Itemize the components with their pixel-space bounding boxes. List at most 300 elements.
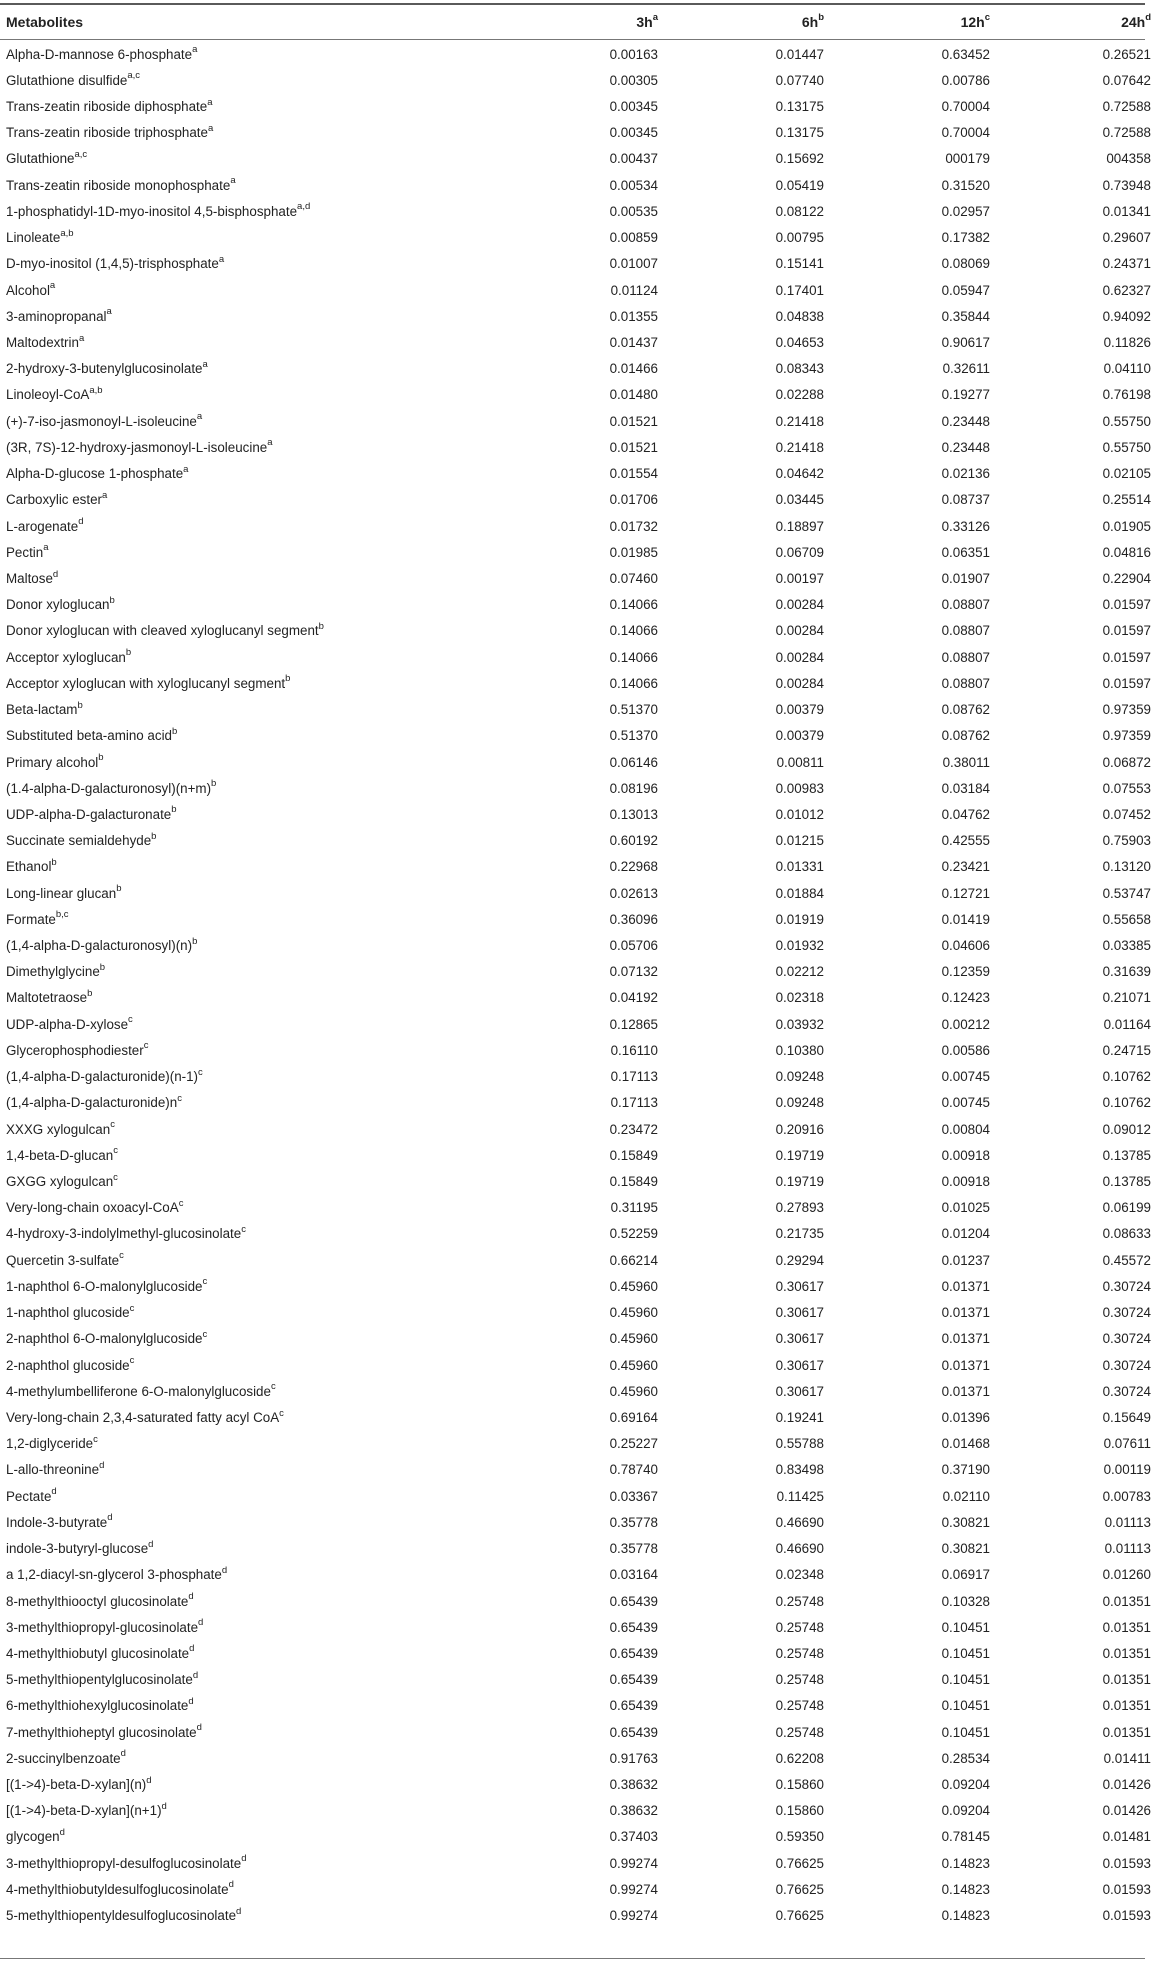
header-rule xyxy=(0,39,1145,40)
value-24h-cell: 0.24371 xyxy=(1102,256,1151,272)
value-3h-cell: 0.65439 xyxy=(609,1698,658,1714)
metabolite-name: Donor xyloglucan xyxy=(6,597,110,613)
value-12h-cell: 0.03184 xyxy=(941,780,990,796)
value-3h-cell: 0.65439 xyxy=(609,1724,658,1740)
value-3h-cell: 0.14066 xyxy=(609,597,658,613)
value-6h-cell: 0.15860 xyxy=(775,1803,824,1819)
table-row xyxy=(0,618,1155,644)
metabolite-footnote: a xyxy=(192,44,198,56)
value-3h-cell: 0.31195 xyxy=(610,1200,658,1216)
metabolite-name: Dimethylglycine xyxy=(6,964,100,980)
table-row xyxy=(0,775,1155,801)
metabolite-name: 1-naphthol 6-O-malonylglucoside xyxy=(6,1278,203,1294)
value-24h-cell: 0.01113 xyxy=(1104,1541,1151,1557)
metabolite-name-cell xyxy=(0,120,486,146)
metabolite-name: Maltodextrin xyxy=(6,335,79,351)
metabolite-footnote: c xyxy=(129,1355,135,1367)
metabolite-footnote: d xyxy=(51,1486,57,1498)
value-12h-cell: 0.02136 xyxy=(941,466,990,482)
value-12h-cell: 0.06351 xyxy=(941,544,990,560)
value-12h-cell: 0.35844 xyxy=(941,308,990,324)
metabolite-name-cell xyxy=(0,1457,486,1483)
value-3h-cell: 0.00535 xyxy=(609,203,658,219)
table-row xyxy=(0,670,1155,696)
value-24h-cell: 0.01481 xyxy=(1102,1829,1151,1845)
metabolite-name: Beta-lactam xyxy=(6,702,78,718)
metabolite-name-cell xyxy=(0,487,486,513)
value-3h-cell: 0.16110 xyxy=(610,1042,658,1058)
metabolite-footnote: a,b xyxy=(60,227,74,239)
table-row xyxy=(0,1011,1155,1037)
metabolite-footnote: b xyxy=(172,725,178,737)
value-3h-cell: 0.15849 xyxy=(609,1174,658,1190)
value-24h-cell: 0.55658 xyxy=(1102,911,1151,927)
value-3h-cell: 0.91763 xyxy=(609,1750,658,1766)
value-24h-cell: 0.01351 xyxy=(1102,1672,1151,1688)
value-24h-cell: 0.04816 xyxy=(1102,544,1151,560)
table-row xyxy=(0,1457,1155,1483)
value-3h-cell: 0.69164 xyxy=(609,1409,658,1425)
value-3h-cell: 0.07132 xyxy=(609,964,658,980)
value-12h-cell: 0.28534 xyxy=(941,1750,990,1766)
metabolite-name: 8-methylthiooctyl glucosinolate xyxy=(6,1593,189,1609)
value-3h-cell: 0.65439 xyxy=(609,1593,658,1609)
value-3h-cell: 0.65439 xyxy=(609,1645,658,1661)
metabolite-footnote: b xyxy=(285,673,291,685)
metabolite-name-cell xyxy=(0,1116,486,1142)
metabolite-name: 1-naphthol glucoside xyxy=(6,1305,130,1321)
value-24h-cell: 0.72588 xyxy=(1102,125,1151,141)
table-row xyxy=(0,1903,1155,1929)
value-24h-cell: 0.11826 xyxy=(1103,335,1151,351)
value-24h-cell: 0.00783 xyxy=(1102,1488,1151,1504)
table-row xyxy=(0,1640,1155,1666)
value-24h-cell: 0.97359 xyxy=(1102,702,1151,718)
value-12h-cell: 0.10451 xyxy=(941,1672,990,1688)
value-24h-cell: 0.01351 xyxy=(1102,1593,1151,1609)
value-6h-cell: 0.76625 xyxy=(775,1908,824,1924)
value-6h-cell: 0.30617 xyxy=(775,1383,824,1399)
value-6h-cell: 0.01331 xyxy=(775,859,824,875)
value-6h-cell: 0.29294 xyxy=(775,1252,824,1268)
value-24h-cell: 0.01164 xyxy=(1103,1016,1151,1032)
value-6h-cell: 0.27893 xyxy=(775,1200,824,1216)
table-row xyxy=(0,146,1155,172)
metabolite-footnote: a xyxy=(230,175,236,187)
value-6h-cell: 0.30617 xyxy=(775,1305,824,1321)
metabolite-name-cell xyxy=(0,1247,486,1273)
value-12h-cell: 0.08807 xyxy=(941,597,990,613)
metabolite-name-cell xyxy=(0,880,486,906)
metabolite-footnote: a xyxy=(183,463,189,475)
table-row xyxy=(0,1247,1155,1273)
metabolite-name-cell xyxy=(0,1273,486,1299)
metabolite-name-cell xyxy=(0,906,486,932)
metabolite-footnote: a xyxy=(267,437,273,449)
metabolite-footnote: c xyxy=(279,1407,284,1419)
header-metabolites: Metabolites xyxy=(6,13,84,30)
value-6h-cell: 0.25748 xyxy=(775,1672,824,1688)
value-24h-cell: 0.30724 xyxy=(1102,1278,1151,1294)
metabolite-footnote: d xyxy=(188,1695,194,1707)
metabolite-footnote: d xyxy=(107,1512,113,1524)
value-12h-cell: 0.10451 xyxy=(941,1645,990,1661)
metabolite-footnote: c xyxy=(113,1145,118,1157)
value-24h-cell: 0.01341 xyxy=(1102,203,1151,219)
metabolite-name: 4-methylumbelliferone 6-O-malonylglucoside xyxy=(6,1383,271,1399)
table-row xyxy=(0,67,1155,93)
value-12h-cell: 0.01237 xyxy=(941,1252,990,1268)
value-3h-cell: 0.38632 xyxy=(609,1777,658,1793)
metabolite-name: Alpha-D-mannose 6-phosphate xyxy=(6,46,193,62)
table-row xyxy=(0,434,1155,460)
metabolite-name: UDP-alpha-D-xylose xyxy=(6,1016,129,1032)
value-12h-cell: 0.17382 xyxy=(941,230,990,246)
metabolite-footnote: a xyxy=(218,253,225,265)
value-3h-cell: 0.08196 xyxy=(609,780,658,796)
metabolite-footnote: b xyxy=(77,699,83,711)
metabolite-name-cell xyxy=(0,39,486,67)
value-12h-cell: 0.32611 xyxy=(942,361,990,377)
value-24h-cell: 0.03385 xyxy=(1102,938,1151,954)
value-3h-cell: 0.38632 xyxy=(609,1803,658,1819)
metabolite-name-cell xyxy=(0,329,486,355)
metabolite-footnote: c xyxy=(198,1066,203,1078)
value-24h-cell: 0.01426 xyxy=(1102,1803,1151,1819)
value-24h-cell: 0.01351 xyxy=(1102,1724,1151,1740)
value-6h-cell: 0.07740 xyxy=(775,72,824,88)
value-24h-cell: 0.15649 xyxy=(1102,1409,1151,1425)
value-12h-cell: 0.23421 xyxy=(941,859,990,875)
metabolite-name-cell xyxy=(0,932,486,958)
value-6h-cell: 0.02318 xyxy=(775,990,824,1006)
value-12h-cell: 0.01025 xyxy=(941,1200,990,1216)
metabolite-name-cell xyxy=(0,408,486,434)
metabolite-footnote: c xyxy=(129,1302,135,1314)
metabolites-table xyxy=(0,4,1155,1929)
value-6h-cell: 0.25748 xyxy=(775,1645,824,1661)
table-body xyxy=(0,39,1155,1929)
value-12h-cell: 0.02110 xyxy=(942,1488,990,1504)
value-6h-cell: 0.13175 xyxy=(775,125,824,141)
metabolite-name-cell xyxy=(0,277,486,303)
value-24h-cell: 0.62327 xyxy=(1102,282,1151,298)
value-12h-cell: 0.00918 xyxy=(941,1174,990,1190)
metabolite-name: 1,4-beta-D-glucan xyxy=(6,1147,114,1163)
table-row xyxy=(0,854,1155,880)
value-12h-cell: 0.02957 xyxy=(941,203,990,219)
value-12h-cell: 0.10451 xyxy=(941,1619,990,1635)
table-row xyxy=(0,828,1155,854)
metabolite-name-cell xyxy=(0,1667,486,1693)
metabolite-name-cell xyxy=(0,618,486,644)
table-row xyxy=(0,198,1155,224)
value-6h-cell: 0.19719 xyxy=(775,1147,824,1163)
metabolite-name-cell xyxy=(0,434,486,460)
value-24h-cell: 0.45572 xyxy=(1102,1252,1151,1268)
value-6h-cell: 0.30617 xyxy=(775,1278,824,1294)
value-3h-cell: 0.01521 xyxy=(609,413,658,429)
value-24h-cell: 0.01351 xyxy=(1102,1619,1151,1635)
metabolite-footnote: b xyxy=(109,594,115,606)
metabolite-name-cell xyxy=(0,1640,486,1666)
bottom-rule xyxy=(0,1958,1145,1959)
metabolite-name: Maltotetraose xyxy=(6,990,88,1006)
table-row xyxy=(0,1378,1155,1404)
value-12h-cell: 0.09204 xyxy=(941,1803,990,1819)
metabolite-name-cell xyxy=(0,801,486,827)
metabolite-footnote: d xyxy=(52,568,59,580)
metabolite-name: 4-hydroxy-3-indolylmethyl-glucosinolate xyxy=(6,1226,242,1242)
value-12h-cell: 0.01468 xyxy=(941,1436,990,1452)
metabolite-footnote: a xyxy=(49,280,56,292)
table-row xyxy=(0,1824,1155,1850)
value-3h-cell: 0.00345 xyxy=(609,99,658,115)
value-6h-cell: 0.46690 xyxy=(775,1514,824,1530)
value-24h-cell: 0.04110 xyxy=(1103,361,1151,377)
value-6h-cell: 0.01932 xyxy=(775,938,824,954)
header-12h: $12h^c$ xyxy=(960,11,990,30)
value-24h-cell: 0.25514 xyxy=(1102,492,1151,508)
value-6h-cell: 0.25748 xyxy=(775,1698,824,1714)
table-row xyxy=(0,1719,1155,1745)
value-3h-cell: 0.22968 xyxy=(609,859,658,875)
value-12h-cell: 0.01371 xyxy=(941,1331,990,1347)
value-6h-cell: 0.05419 xyxy=(775,177,824,193)
metabolite-name-cell xyxy=(0,592,486,618)
metabolite-footnote: c xyxy=(178,1197,184,1209)
value-24h-cell: 0.02105 xyxy=(1102,466,1151,482)
value-24h-cell: 0.13785 xyxy=(1102,1174,1151,1190)
metabolite-name-cell xyxy=(0,1195,486,1221)
metabolite-name: L-arogenate xyxy=(6,518,79,534)
table-row xyxy=(0,1693,1155,1719)
metabolite-footnote: d xyxy=(236,1905,242,1917)
value-12h-cell: 0.08069 xyxy=(941,256,990,272)
metabolite-name: Glutathione xyxy=(6,151,75,167)
value-6h-cell: 0.20916 xyxy=(775,1121,824,1137)
value-12h-cell: 0.01396 xyxy=(941,1409,990,1425)
metabolite-footnote: b xyxy=(125,647,132,659)
value-6h-cell: 0.01447 xyxy=(775,46,824,62)
metabolite-name-cell xyxy=(0,1903,486,1929)
table-row xyxy=(0,1221,1155,1247)
metabolite-name-cell xyxy=(0,1719,486,1745)
metabolite-name: GXGG xylogulcan xyxy=(6,1174,114,1190)
metabolite-footnote: a xyxy=(43,542,49,554)
metabolite-name-cell xyxy=(0,461,486,487)
value-3h-cell: 0.51370 xyxy=(609,728,658,744)
value-12h-cell: 0.00745 xyxy=(941,1069,990,1085)
value-3h-cell: 0.12865 xyxy=(609,1016,658,1032)
metabolite-footnote: a,c xyxy=(127,70,141,82)
metabolite-name-cell xyxy=(0,565,486,591)
value-12h-cell: 0.14823 xyxy=(941,1855,990,1871)
value-24h-cell: 0.10762 xyxy=(1102,1069,1151,1085)
value-6h-cell: 0.11425 xyxy=(776,1488,824,1504)
metabolite-name: Alpha-D-glucose 1-phosphate xyxy=(6,466,184,482)
table-row xyxy=(0,1195,1155,1221)
metabolite-name: Trans-zeatin riboside diphosphate xyxy=(6,99,208,115)
value-3h-cell: 0.02613 xyxy=(609,885,658,901)
value-6h-cell: 0.01215 xyxy=(775,833,824,849)
value-6h-cell: 0.00284 xyxy=(775,623,824,639)
value-24h-cell: 0.06872 xyxy=(1102,754,1151,770)
table-row xyxy=(0,592,1155,618)
table-row xyxy=(0,1850,1155,1876)
value-6h-cell: 0.01884 xyxy=(775,885,824,901)
metabolite-footnote: d xyxy=(192,1669,199,1681)
metabolite-name-cell xyxy=(0,1011,486,1037)
metabolite-footnote: a xyxy=(207,122,214,134)
metabolite-name: 2-naphthol 6-O-malonylglucoside xyxy=(6,1331,203,1347)
value-6h-cell: 0.02288 xyxy=(775,387,824,403)
value-3h-cell: 0.65439 xyxy=(609,1672,658,1688)
value-3h-cell: 0.45960 xyxy=(609,1357,658,1373)
table-row xyxy=(0,172,1155,198)
table-row xyxy=(0,1798,1155,1824)
metabolite-footnote: b xyxy=(98,752,104,764)
value-24h-cell: 0.30724 xyxy=(1102,1305,1151,1321)
metabolite-name: 1-phosphatidyl-1D-myo-inositol 4,5-bisphosphate xyxy=(6,203,298,219)
value-12h-cell: 0.08807 xyxy=(941,675,990,691)
metabolite-footnote: c xyxy=(177,1092,182,1104)
value-24h-cell: 0.30724 xyxy=(1102,1383,1151,1399)
value-3h-cell: 0.45960 xyxy=(609,1278,658,1294)
table-row xyxy=(0,251,1155,277)
value-3h-cell: 0.60192 xyxy=(609,833,658,849)
metabolite-name: 3-methylthiopropyl-desulfoglucosinolate xyxy=(6,1855,242,1871)
metabolite-footnote: c xyxy=(202,1276,208,1288)
table-row xyxy=(0,959,1155,985)
value-12h-cell: 0.00586 xyxy=(941,1042,990,1058)
metabolite-name: Substituted beta-amino acid xyxy=(6,728,172,744)
value-24h-cell: 0.01411 xyxy=(1103,1750,1151,1766)
table-row xyxy=(0,1326,1155,1352)
value-12h-cell: 0.04606 xyxy=(941,938,990,954)
value-6h-cell: 0.00811 xyxy=(776,754,824,770)
metabolite-footnote: d xyxy=(78,516,84,528)
value-3h-cell: 0.15849 xyxy=(609,1147,658,1163)
metabolite-name-cell xyxy=(0,749,486,775)
table-row xyxy=(0,513,1155,539)
metabolite-name-cell xyxy=(0,1090,486,1116)
value-12h-cell: 0.31520 xyxy=(941,177,990,193)
value-3h-cell: 0.00859 xyxy=(609,230,658,246)
value-3h-cell: 0.35778 xyxy=(609,1514,658,1530)
value-24h-cell: 0.01905 xyxy=(1102,518,1151,534)
value-12h-cell: 0.00745 xyxy=(941,1095,990,1111)
metabolite-name-cell xyxy=(0,959,486,985)
metabolite-name-cell xyxy=(0,1378,486,1404)
metabolite-name: Ethanol xyxy=(6,859,52,875)
metabolite-footnote: a xyxy=(196,411,203,423)
value-6h-cell: 0.00284 xyxy=(775,649,824,665)
value-3h-cell: 0.06146 xyxy=(609,754,658,770)
value-12h-cell: 0.05947 xyxy=(941,282,990,298)
metabolite-name-cell xyxy=(0,93,486,119)
metabolite-name-cell xyxy=(0,644,486,670)
metabolite-name: Glutathione disulfide xyxy=(6,72,128,88)
metabolite-name: 2-succinylbenzoate xyxy=(6,1750,121,1766)
value-6h-cell: 0.13175 xyxy=(775,99,824,115)
value-6h-cell: 0.76625 xyxy=(775,1855,824,1871)
table-row xyxy=(0,985,1155,1011)
value-12h-cell: 0.33126 xyxy=(941,518,990,534)
metabolite-name-cell xyxy=(0,1535,486,1561)
metabolite-footnote: b xyxy=(87,988,93,1000)
metabolite-footnote: d xyxy=(198,1617,204,1629)
value-6h-cell: 0.03932 xyxy=(775,1016,824,1032)
value-3h-cell: 0.01437 xyxy=(609,335,658,351)
metabolite-name: 7-methylthioheptyl glucosinolate xyxy=(6,1724,197,1740)
value-24h-cell: 0.53747 xyxy=(1102,885,1151,901)
header-3h: $3h^a$ xyxy=(636,11,658,30)
value-6h-cell: 0.10380 xyxy=(775,1042,824,1058)
value-12h-cell: 0.38011 xyxy=(942,754,990,770)
metabolite-footnote: d xyxy=(221,1564,228,1576)
metabolite-name: Glycerophosphodiester xyxy=(6,1042,144,1058)
value-3h-cell: 0.17113 xyxy=(610,1095,658,1111)
metabolite-footnote: c xyxy=(202,1328,208,1340)
metabolite-footnote: b xyxy=(116,883,122,895)
table-row xyxy=(0,1352,1155,1378)
table-row xyxy=(0,696,1155,722)
value-3h-cell: 0.36096 xyxy=(609,911,658,927)
value-12h-cell: 0.06917 xyxy=(941,1567,990,1583)
value-12h-cell: 0.08807 xyxy=(941,649,990,665)
metabolite-footnote: a,c xyxy=(74,149,88,161)
metabolite-name: UDP-alpha-D-galacturonate xyxy=(6,806,172,822)
metabolite-name-cell xyxy=(0,670,486,696)
value-12h-cell: 0.30821 xyxy=(941,1514,990,1530)
value-3h-cell: 0.01124 xyxy=(610,282,658,298)
value-3h-cell: 0.37403 xyxy=(609,1829,658,1845)
value-3h-cell: 0.99274 xyxy=(609,1881,658,1897)
metabolite-name: Trans-zeatin riboside triphosphate xyxy=(6,125,208,141)
metabolite-footnote: a,b xyxy=(89,384,103,396)
metabolite-name-cell xyxy=(0,723,486,749)
table-row xyxy=(0,487,1155,513)
metabolite-name-cell xyxy=(0,1431,486,1457)
metabolite-footnote: d xyxy=(99,1459,105,1471)
value-24h-cell: 0.01593 xyxy=(1102,1881,1151,1897)
value-24h-cell: 0.01597 xyxy=(1102,649,1151,665)
metabolite-name-cell xyxy=(0,382,486,408)
value-6h-cell: 0.25748 xyxy=(775,1619,824,1635)
metabolite-footnote: d xyxy=(161,1800,167,1812)
value-3h-cell: 0.01985 xyxy=(609,544,658,560)
metabolite-name: Very-long-chain 2,3,4-saturated fatty acyl CoA xyxy=(6,1409,280,1425)
value-3h-cell: 0.14066 xyxy=(609,623,658,639)
metabolite-name: 3-methylthiopropyl-glucosinolate xyxy=(6,1619,199,1635)
value-24h-cell: 0.01597 xyxy=(1102,675,1151,691)
metabolite-name: L-allo-threonine xyxy=(6,1462,100,1478)
metabolite-name-cell xyxy=(0,1614,486,1640)
value-24h-cell: 0.73948 xyxy=(1102,177,1151,193)
value-6h-cell: 0.15860 xyxy=(775,1777,824,1793)
value-12h-cell: 0.10451 xyxy=(941,1698,990,1714)
value-3h-cell: 0.00345 xyxy=(609,125,658,141)
metabolite-footnote: d xyxy=(241,1853,247,1865)
value-6h-cell: 0.62208 xyxy=(775,1750,824,1766)
metabolite-name-cell xyxy=(0,1745,486,1771)
value-24h-cell: 0.01351 xyxy=(1102,1645,1151,1661)
table-row xyxy=(0,880,1155,906)
metabolite-name-cell xyxy=(0,67,486,93)
metabolite-footnote: d xyxy=(188,1591,194,1603)
table-row xyxy=(0,39,1155,67)
